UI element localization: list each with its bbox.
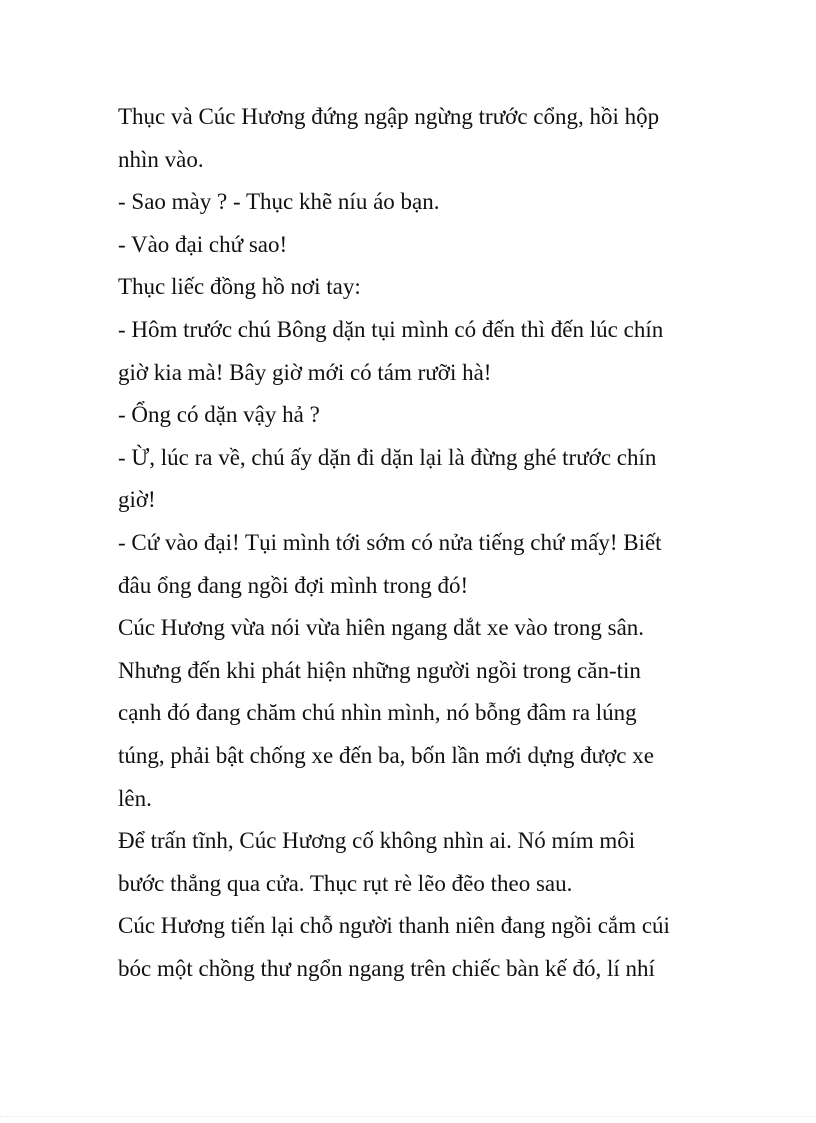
text-line: - Cứ vào đại! Tụi mình tới sớm có nửa tiếng chứ mấy! Biết — [118, 529, 662, 555]
text-line: - Hôm trước chú Bông dặn tụi mình có đến thì đến lúc chín — [118, 316, 664, 342]
text-line: Thục liếc đồng hồ nơi tay: — [118, 274, 361, 300]
text-line: - Ừ, lúc ra về, chú ấy dặn đi dặn lại là đừng ghé trước chín — [118, 444, 657, 470]
text-line: giờ! — [118, 487, 156, 513]
story-text — [118, 96, 718, 990]
text-line: - Ổng có dặn vậy hả ? — [118, 402, 320, 428]
page-bottom-border — [0, 1116, 816, 1117]
text-line: Để trấn tĩnh, Cúc Hương cố không nhìn ai. Nó mím môi — [118, 828, 636, 854]
text-line: cạnh đó đang chăm chú nhìn mình, nó bỗng đâm ra lúng — [118, 700, 637, 726]
text-line: - Vào đại chứ sao! — [118, 231, 288, 257]
text-line: túng, phải bật chống xe đến ba, bốn lần mới dựng được xe — [118, 742, 654, 768]
text-line: - Sao mày ? - Thục khẽ níu áo bạn. — [118, 189, 440, 215]
text-line: bóc một chồng thư ngổn ngang trên chiếc bàn kế đó, lí nhí — [118, 955, 655, 981]
text-line: Nhưng đến khi phát hiện những người ngồi trong căn-tin — [118, 657, 641, 683]
text-line: Cúc Hương tiến lại chỗ người thanh niên đang ngồi cắm cúi — [118, 913, 670, 939]
text-line: nhìn vào. — [118, 146, 204, 172]
text-line: giờ kia mà! Bây giờ mới có tám rưỡi hà! — [118, 359, 492, 385]
text-line: Thục và Cúc Hương đứng ngập ngừng trước cổng, hồi hộp — [118, 104, 660, 129]
text-line: lên. — [118, 785, 152, 811]
text-line: đâu ổng đang ngồi đợi mình trong đó! — [118, 572, 469, 598]
text-line: Cúc Hương vừa nói vừa hiên ngang dắt xe vào trong sân. — [118, 615, 645, 641]
text-line: bước thẳng qua cửa. Thục rụt rè lẽo đẽo theo sau. — [118, 870, 573, 896]
